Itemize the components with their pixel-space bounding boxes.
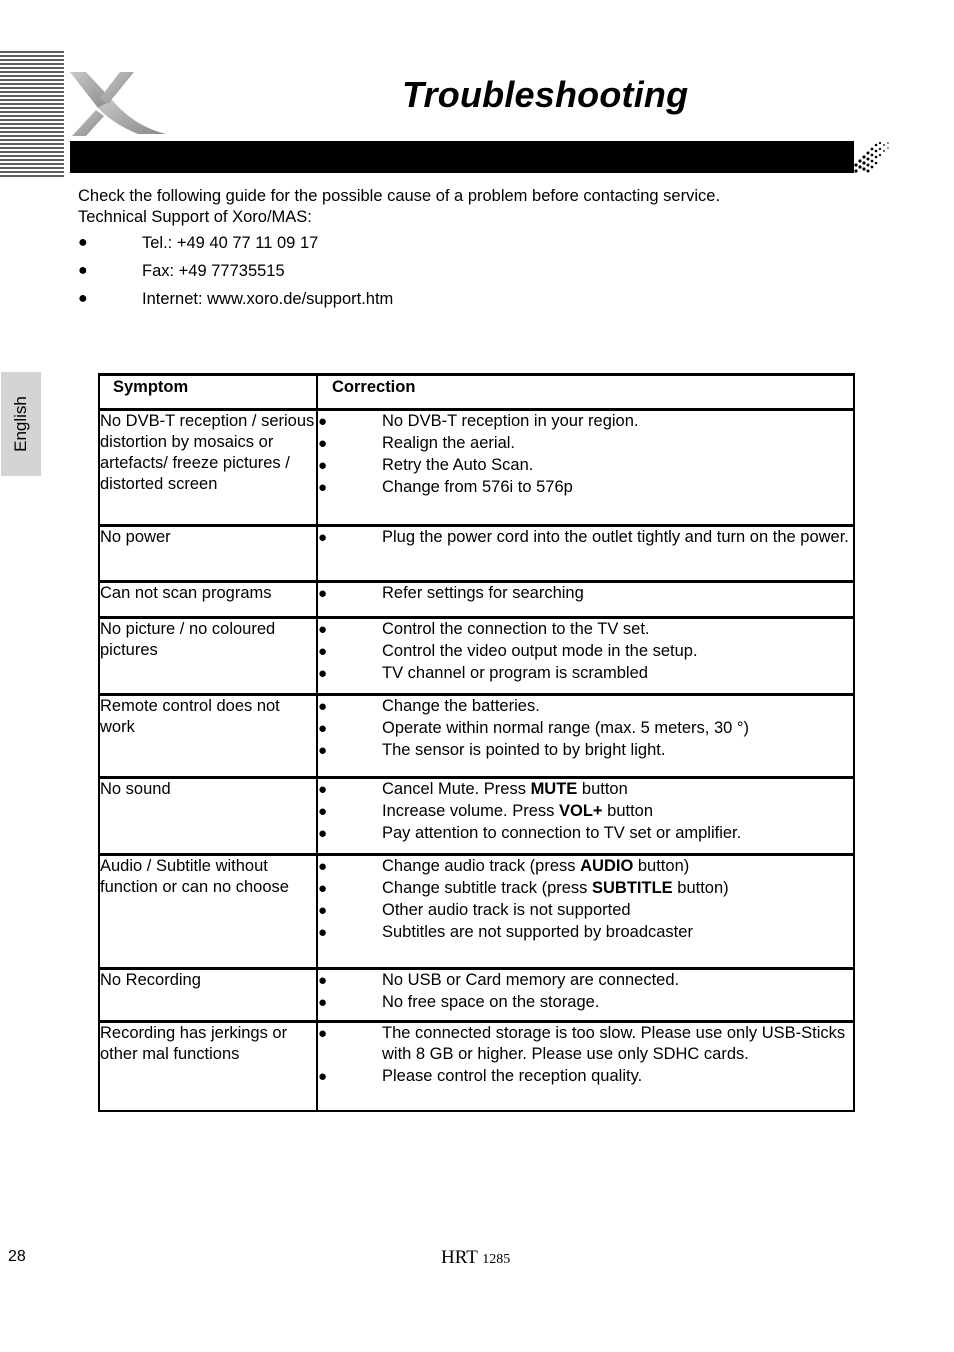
symptom-cell: No Recording xyxy=(99,969,317,1022)
bullet-icon: ● xyxy=(318,972,328,989)
bullet-icon: ● xyxy=(318,1068,328,1085)
bullet-icon: ● xyxy=(318,413,328,430)
bullet-icon: ● xyxy=(318,1025,328,1042)
correction-item xyxy=(318,1066,853,1087)
correction-item xyxy=(318,1023,853,1065)
correction-cell xyxy=(317,1022,854,1111)
symptom-cell: No DVB-T reception / serious distortion by mosaics or artefacts/ freeze pictures / distorted screen xyxy=(99,410,317,526)
halftone-decoration xyxy=(848,141,892,173)
correction-text: No DVB-T reception in your region. xyxy=(382,412,639,430)
audio-key-label: AUDIO xyxy=(580,857,634,875)
contact-phone-text: Tel.: +49 40 77 11 09 17 xyxy=(142,234,319,252)
symptom-cell: Can not scan programs xyxy=(99,582,317,618)
table-row xyxy=(99,582,854,618)
symptom-cell: No power xyxy=(99,526,317,582)
page-title: Troubleshooting xyxy=(402,74,689,115)
bullet-icon: ● xyxy=(318,529,328,546)
table-row xyxy=(99,526,854,582)
correction-item xyxy=(318,527,853,548)
correction-text: TV channel or program is scrambled xyxy=(382,664,648,682)
correction-text: Retry the Auto Scan. xyxy=(382,456,534,474)
bullet-icon: ● xyxy=(78,262,88,279)
bullet-icon: ● xyxy=(318,902,328,919)
correction-text: button) xyxy=(633,857,690,875)
correction-item xyxy=(318,433,853,454)
language-label: English xyxy=(11,396,30,452)
intro-text xyxy=(78,186,720,228)
correction-item xyxy=(318,856,853,877)
bullet-icon: ● xyxy=(318,825,328,842)
symptom-cell: No sound xyxy=(99,778,317,855)
bullet-icon: ● xyxy=(78,290,88,307)
bullet-icon: ● xyxy=(318,720,328,737)
bullet-icon: ● xyxy=(318,858,328,875)
correction-item xyxy=(318,878,853,899)
table-row xyxy=(99,618,854,695)
table-row xyxy=(99,410,854,526)
correction-text: button xyxy=(602,802,654,820)
symptom-cell: No picture / no coloured pictures xyxy=(99,618,317,695)
correction-text: button xyxy=(577,780,628,798)
correction-item xyxy=(318,740,853,761)
bullet-icon: ● xyxy=(318,781,328,798)
correction-item xyxy=(318,970,853,991)
correction-text: Pay attention to connection to TV set or amplifier. xyxy=(382,824,742,842)
correction-cell xyxy=(317,969,854,1022)
bullet-icon: ● xyxy=(318,457,328,474)
table-header-row xyxy=(99,375,854,410)
correction-text: Please control the reception quality. xyxy=(382,1067,643,1085)
vol-key-label: VOL+ xyxy=(559,802,603,820)
symptom-cell: Recording has jerkings or other mal functions xyxy=(99,1022,317,1111)
correction-text: button) xyxy=(672,879,729,897)
bullet-icon: ● xyxy=(318,643,328,660)
subtitle-key-label: SUBTITLE xyxy=(592,879,673,897)
correction-cell xyxy=(317,410,854,526)
correction-text: Cancel Mute. Press xyxy=(382,780,531,798)
correction-item xyxy=(318,583,853,604)
bullet-icon: ● xyxy=(318,803,328,820)
correction-item xyxy=(318,718,853,739)
correction-item xyxy=(318,779,853,800)
correction-header: Correction xyxy=(317,375,854,410)
correction-item xyxy=(318,823,853,844)
contact-fax-text: Fax: +49 77735515 xyxy=(142,262,285,280)
correction-text: Control the video output mode in the setup. xyxy=(382,642,698,660)
xoro-logo-icon xyxy=(68,70,168,138)
correction-text: Change from 576i to 576p xyxy=(382,478,573,496)
correction-text: Change the batteries. xyxy=(382,697,540,715)
correction-text: Change subtitle track (press xyxy=(382,879,593,897)
correction-text: Control the connection to the TV set. xyxy=(382,620,650,638)
table-row xyxy=(99,695,854,778)
correction-item xyxy=(318,641,853,662)
bullet-icon: ● xyxy=(78,234,88,251)
correction-item xyxy=(318,477,853,498)
correction-text: Refer settings for searching xyxy=(382,584,584,602)
correction-item xyxy=(318,696,853,717)
bullet-icon: ● xyxy=(318,994,328,1011)
correction-text: Realign the aerial. xyxy=(382,434,515,452)
page-number: 28 xyxy=(8,1248,26,1265)
model-number: 1285 xyxy=(482,1252,511,1267)
correction-item xyxy=(318,922,853,943)
table-row xyxy=(99,969,854,1022)
correction-text: Plug the power cord into the outlet tightly and turn on the power. xyxy=(382,528,849,546)
symptom-cell: Audio / Subtitle without function or can no choose xyxy=(99,855,317,969)
correction-text: No USB or Card memory are connected. xyxy=(382,971,680,989)
correction-text: Change audio track (press xyxy=(382,857,581,875)
bullet-icon: ● xyxy=(318,742,328,759)
correction-cell xyxy=(317,695,854,778)
bullet-icon: ● xyxy=(318,621,328,638)
correction-text: Other audio track is not supported xyxy=(382,901,631,919)
correction-item xyxy=(318,411,853,432)
correction-cell xyxy=(317,526,854,582)
bullet-icon: ● xyxy=(318,880,328,897)
troubleshooting-table xyxy=(98,373,855,1112)
bullet-icon: ● xyxy=(318,585,328,602)
intro-line-1: Check the following guide for the possible cause of a problem before contacting service. xyxy=(78,187,721,205)
bullet-icon: ● xyxy=(318,698,328,715)
correction-cell xyxy=(317,855,854,969)
table-row xyxy=(99,1022,854,1111)
correction-item xyxy=(318,992,853,1013)
correction-cell xyxy=(317,778,854,855)
correction-text: Increase volume. Press xyxy=(382,802,559,820)
correction-item xyxy=(318,663,853,684)
correction-item xyxy=(318,455,853,476)
contact-phone xyxy=(78,232,393,260)
table-row xyxy=(99,778,854,855)
bullet-icon: ● xyxy=(318,924,328,941)
correction-item xyxy=(318,900,853,921)
correction-text: No free space on the storage. xyxy=(382,993,600,1011)
correction-cell xyxy=(317,582,854,618)
title-bar xyxy=(70,141,854,173)
header-stripes-decoration xyxy=(0,50,64,178)
correction-cell xyxy=(317,618,854,695)
correction-text: The sensor is pointed to by bright light. xyxy=(382,741,666,759)
mute-key-label: MUTE xyxy=(530,780,578,798)
correction-text: The connected storage is too slow. Please use only USB-Sticks with 8 GB or higher. Please use only SDHC cards. xyxy=(382,1024,846,1063)
symptom-cell: Remote control does not work xyxy=(99,695,317,778)
contact-list xyxy=(78,232,393,316)
bullet-icon: ● xyxy=(318,479,328,496)
table-row xyxy=(99,855,854,969)
contact-fax xyxy=(78,260,393,288)
model-prefix: HRT xyxy=(441,1247,478,1268)
contact-internet-text: Internet: www.xoro.de/support.htm xyxy=(142,290,394,308)
model-name xyxy=(441,1247,510,1269)
contact-internet xyxy=(78,288,393,316)
correction-item xyxy=(318,801,853,822)
correction-text: Operate within normal range (max. 5 meters, 30 °) xyxy=(382,719,749,737)
correction-item xyxy=(318,619,853,640)
bullet-icon: ● xyxy=(318,435,328,452)
symptom-header: Symptom xyxy=(99,375,317,410)
intro-line-2: Technical Support of Xoro/MAS: xyxy=(78,208,312,226)
bullet-icon: ● xyxy=(318,665,328,682)
language-tab xyxy=(1,372,41,476)
correction-text: Subtitles are not supported by broadcaster xyxy=(382,923,693,941)
